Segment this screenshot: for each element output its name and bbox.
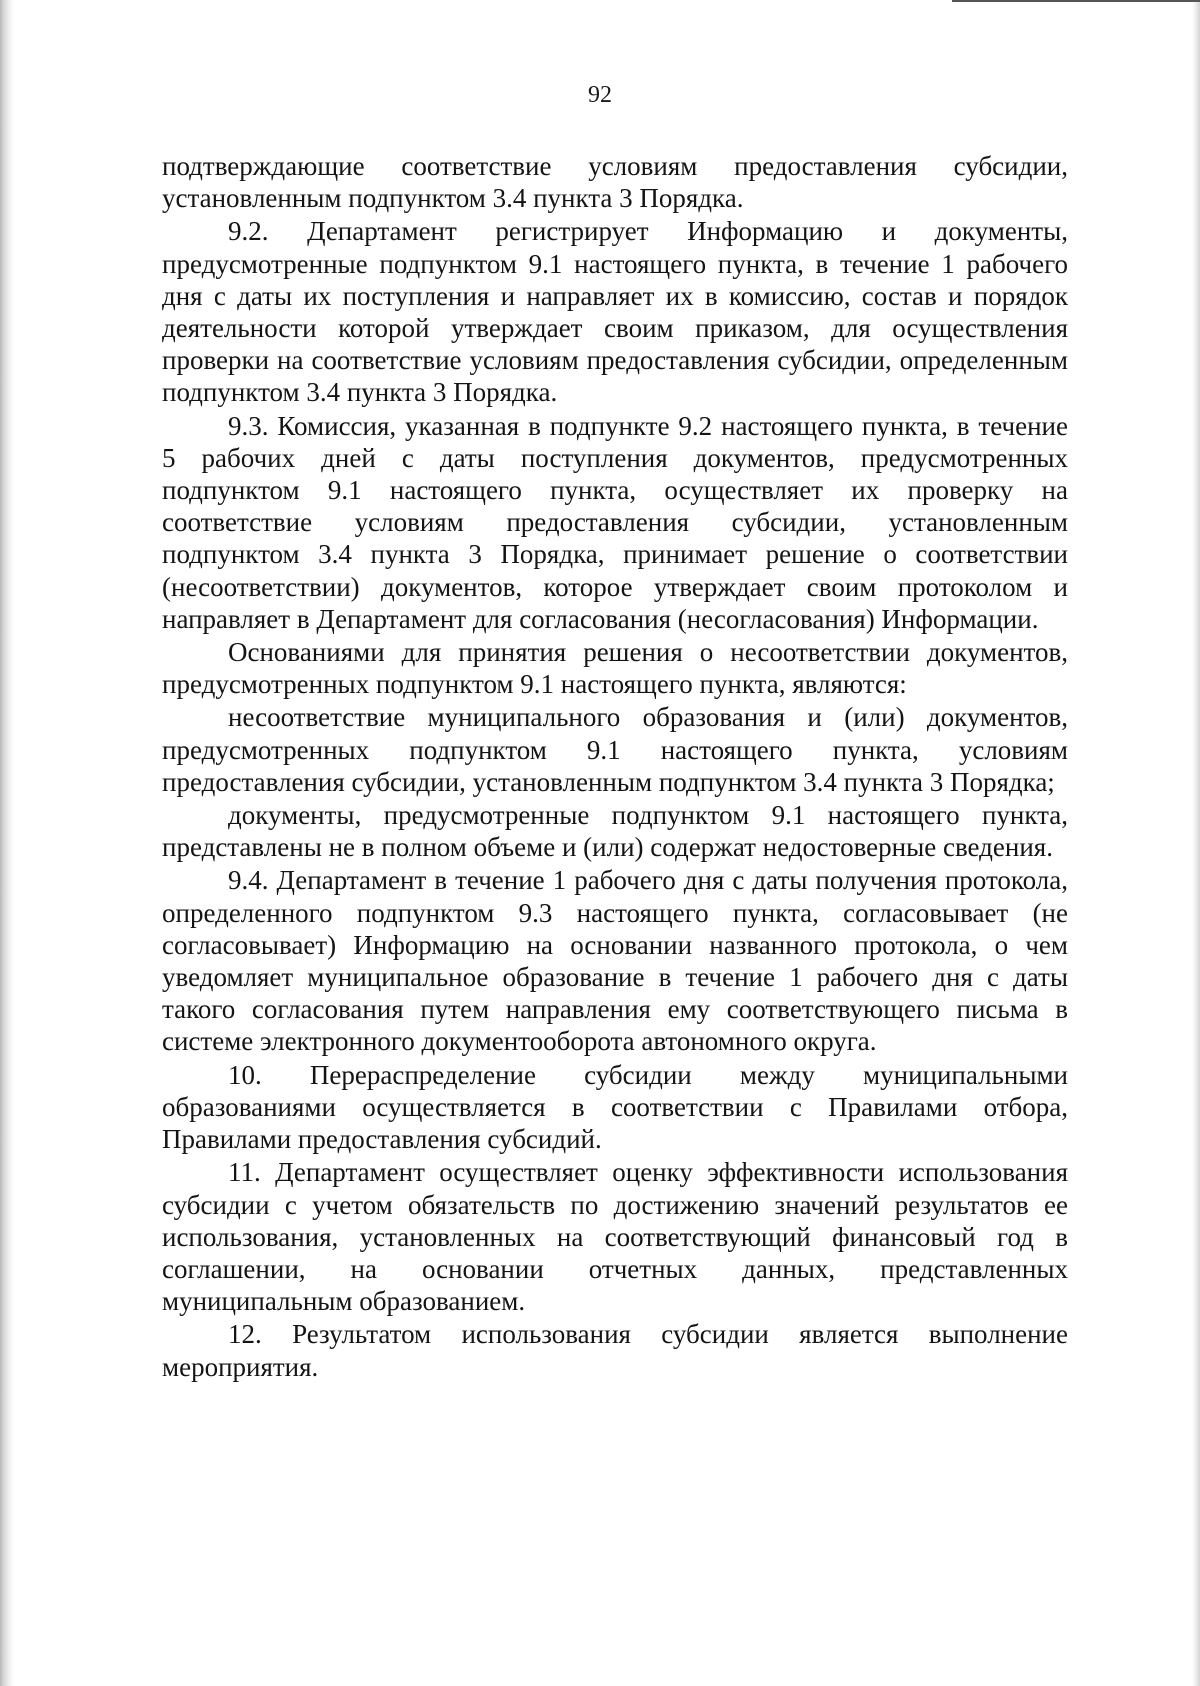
scan-top-line (952, 0, 1200, 2)
document-body (162, 150, 1068, 1384)
paragraph-ground-2: документы, предусмотренные подпунктом 9.1 настоящего пункта, представлены не в полном объеме и (или) содержат недостоверные сведения. (162, 800, 1068, 863)
paragraph-9-4: 9.4. Департамент в течение 1 рабочего дня с даты получения протокола, определенного подпунктом 9.3 настоящего пункта, согласовывает (не согласовывает) Информацию на основании названного протокола, о чем уведомляет муниципальное образование в течение 1 рабочего дня с даты такого согласования путем направления ему соответствующего письма в системе электронного документооборота автономного округа. (162, 865, 1068, 1057)
page-number: 92 (588, 82, 612, 108)
paragraph-10: 10. Перераспределение субсидии между муниципальными образованиями осуществляется в соответствии с Правилами отбора, Правилами предоставления субсидий. (162, 1059, 1068, 1155)
scan-edge-right (1192, 0, 1200, 1686)
scan-edge-left (0, 0, 14, 1686)
paragraph-11: 11. Департамент осуществляет оценку эффективности использования субсидии с учетом обязательств по достижению значений результатов ее использования, установленных на соответствующий финансовый год в соглашении, на основании отчетных данных, представленных муниципальным образованием. (162, 1157, 1068, 1317)
paragraph-9-2: 9.2. Департамент регистрирует Информацию и документы, предусмотренные подпунктом 9.1 настоящего пункта, в течение 1 рабочего дня с даты их поступления и направляет их в комиссию, состав и порядок деятельности которой утверждает своим приказом, для осуществления проверки на соответствие условиям предоставления субсидии, определенным подпунктом 3.4 пункта 3 Порядка. (162, 216, 1068, 408)
paragraph-continuation: подтверждающие соответствие условиям предоставления субсидии, установленным подпунктом 3.4 пункта 3 Порядка. (162, 151, 1068, 214)
paragraph-grounds: Основаниями для принятия решения о несоответствии документов, предусмотренных подпунктом 9.1 настоящего пункта, являются: (162, 637, 1068, 700)
paragraph-12: 12. Результатом использования субсидии является выполнение мероприятия. (162, 1319, 1068, 1382)
paragraph-ground-1: несоответствие муниципального образования и (или) документов, предусмотренных подпунктом 9.1 настоящего пункта, условиям предоставления субсидии, установленным подпунктом 3.4 пункта 3 Порядка; (162, 702, 1068, 797)
paragraph-9-3: 9.3. Комиссия, указанная в подпункте 9.2 настоящего пункта, в течение 5 рабочих дней с даты поступления документов, предусмотренных подпунктом 9.1 настоящего пункта, осуществляет их проверку на соответствие условиям предоставления субсидии, установленным подпунктом 3.4 пункта 3 Порядка, принимает решение о соответствии (несоответствии) документов, которое утверждает своим протоколом и направляет в Департамент для согласования (несогласования) Информации. (162, 410, 1068, 634)
